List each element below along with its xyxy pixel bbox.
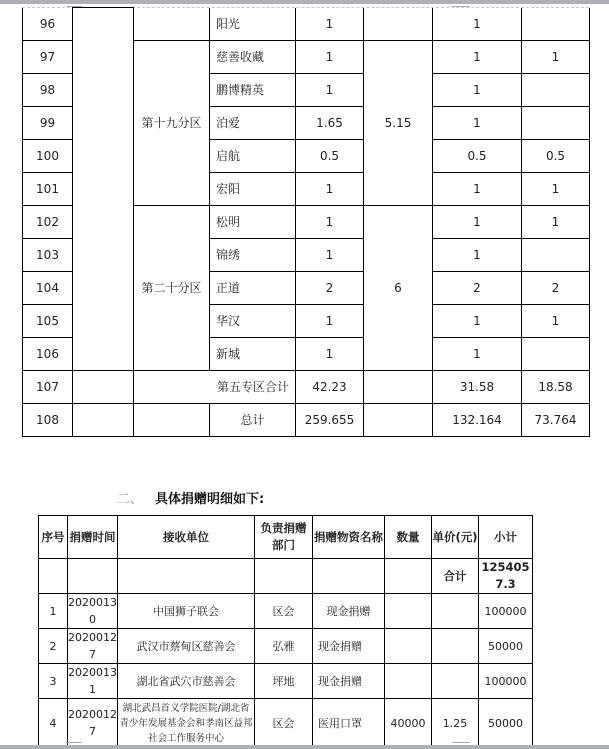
empty-cell <box>39 559 68 594</box>
value-3: 1 <box>433 106 522 139</box>
district-subtotal <box>364 8 433 41</box>
value-3: 1 <box>433 73 522 106</box>
row-number: 100 <box>23 139 73 172</box>
dept: 区会 <box>255 699 313 748</box>
price <box>432 629 479 664</box>
row-number: 108 <box>23 403 73 436</box>
value-3: 1 <box>433 8 522 41</box>
value-3: 1 <box>433 238 522 271</box>
subtotal: 50000 <box>479 629 533 664</box>
team-name: 泊爱 <box>210 106 296 139</box>
value-4 <box>522 238 590 271</box>
price <box>432 664 479 699</box>
donation-date: 20200127 <box>68 699 118 748</box>
section-title: 具体捐赠明细如下: <box>155 492 265 507</box>
value-4: 0.5 <box>522 139 590 172</box>
subtotal: 50000 <box>479 699 533 748</box>
value-4: 1 <box>522 172 590 205</box>
value-4 <box>522 73 590 106</box>
team-name: 华汉 <box>210 304 296 337</box>
district-name: 第二十分区 <box>134 205 210 370</box>
table-row <box>39 629 533 664</box>
district-subtotal: 6 <box>364 205 433 370</box>
row-number: 98 <box>23 73 73 106</box>
table-row <box>39 594 533 629</box>
value-4: 18.58 <box>522 370 590 403</box>
value-3: 31.58 <box>433 370 522 403</box>
recipient: 中国狮子联会 <box>118 594 255 629</box>
item: 现金捐赠 <box>313 594 385 629</box>
table-row <box>39 664 533 699</box>
value-1: 1 <box>296 205 364 238</box>
district-name: 第十九分区 <box>134 40 210 205</box>
team-name: 阳光 <box>210 8 296 41</box>
empty-cell <box>385 559 432 594</box>
qty <box>385 629 432 664</box>
row-number: 107 <box>23 370 73 403</box>
header-subtotal: 小计 <box>479 516 533 559</box>
value-1: 1 <box>296 238 364 271</box>
row-no: 1 <box>39 594 68 629</box>
team-name: 鹏博精英 <box>210 73 296 106</box>
dept: 弘雅 <box>255 629 313 664</box>
value-1: 1 <box>296 73 364 106</box>
item: 现金捐赠 <box>313 664 385 699</box>
value-4 <box>522 106 590 139</box>
team-name: 锦绣 <box>210 238 296 271</box>
empty-cell <box>255 559 313 594</box>
row-number: 96 <box>23 8 73 41</box>
value-3: 1 <box>433 40 522 73</box>
header-no: 序号 <box>39 516 68 559</box>
empty-cell <box>313 559 385 594</box>
team-name: 正道 <box>210 271 296 304</box>
subtotal: 100000 <box>479 594 533 629</box>
row-number: 97 <box>23 40 73 73</box>
donation-date: 20200130 <box>68 594 118 629</box>
item: 医用口罩 <box>313 699 385 748</box>
value-3: 0.5 <box>433 139 522 172</box>
value-1: 0.5 <box>296 139 364 172</box>
team-name: 新城 <box>210 337 296 370</box>
district-subtotal: 5.15 <box>364 40 433 205</box>
value-4 <box>522 8 590 41</box>
team-name: 启航 <box>210 139 296 172</box>
zone-total-row <box>23 370 590 403</box>
recipient: 武汉市蔡甸区慈善会 <box>118 629 255 664</box>
qty: 40000 <box>385 699 432 748</box>
value-1: 1 <box>296 40 364 73</box>
empty-cell <box>68 559 118 594</box>
donation-date: 20200131 <box>68 664 118 699</box>
row-number: 101 <box>23 172 73 205</box>
recipient: 湖北省武穴市慈善会 <box>118 664 255 699</box>
value-3: 1 <box>433 337 522 370</box>
section-number: 二、 <box>117 492 144 507</box>
value-4: 73.764 <box>522 403 590 436</box>
total-label: 合计 <box>432 559 479 594</box>
empty-cell <box>73 370 134 403</box>
header-recipient: 接收单位 <box>118 516 255 559</box>
page-bottom-edge <box>0 745 609 749</box>
header-qty: 数量 <box>385 516 432 559</box>
table-row <box>39 699 533 748</box>
value-4: 2 <box>522 271 590 304</box>
team-name: 松明 <box>210 205 296 238</box>
district-summary-table <box>22 7 590 437</box>
subtotal: 100000 <box>479 664 533 699</box>
value-4: 1 <box>522 40 590 73</box>
value-3: 2 <box>433 271 522 304</box>
header-dept: 负责捐赠部门 <box>255 516 313 559</box>
value-1: 1.65 <box>296 106 364 139</box>
row-number: 106 <box>23 337 73 370</box>
value-3: 1 <box>433 304 522 337</box>
total-value: 1254057.3 <box>479 559 533 594</box>
row-number: 105 <box>23 304 73 337</box>
row-no: 2 <box>39 629 68 664</box>
value-3: 132.164 <box>433 403 522 436</box>
empty-cell <box>118 559 255 594</box>
value-1: 2 <box>296 271 364 304</box>
donation-detail-table <box>38 515 533 748</box>
row-number: 104 <box>23 271 73 304</box>
header-item: 捐赠物资名称 <box>313 516 385 559</box>
value-1: 42.23 <box>296 370 364 403</box>
donation-date: 20200127 <box>68 629 118 664</box>
zone-cell <box>73 8 134 371</box>
team-name: 慈善收藏 <box>210 40 296 73</box>
value-4: 1 <box>522 205 590 238</box>
row-no: 3 <box>39 664 68 699</box>
empty-cell <box>73 403 134 436</box>
value-1: 1 <box>296 337 364 370</box>
empty-cell <box>134 403 210 436</box>
qty <box>385 664 432 699</box>
value-1: 1 <box>296 304 364 337</box>
total-row <box>39 559 533 594</box>
dept: 坪地 <box>255 664 313 699</box>
qty <box>385 594 432 629</box>
header-row <box>39 516 533 559</box>
value-2 <box>364 370 433 403</box>
row-number: 103 <box>23 238 73 271</box>
value-1: 259.655 <box>296 403 364 436</box>
value-4 <box>522 337 590 370</box>
value-3: 1 <box>433 172 522 205</box>
header-date: 捐赠时间 <box>68 516 118 559</box>
table-row <box>23 8 590 41</box>
value-3: 1 <box>433 205 522 238</box>
page-top-edge <box>0 0 609 4</box>
dept: 区会 <box>255 594 313 629</box>
value-1: 1 <box>296 8 364 41</box>
row-number: 102 <box>23 205 73 238</box>
row-no: 4 <box>39 699 68 748</box>
grand-total-label: 总计 <box>210 403 296 436</box>
recipient: 湖北武昌首义学院医院/湖北省青少年发展基金会和孝南区益邦社会工作服务中心 <box>118 699 255 748</box>
zone-total-label: 第五专区合计 <box>134 370 296 403</box>
team-name: 宏阳 <box>210 172 296 205</box>
grand-total-row <box>23 403 590 436</box>
value-2 <box>364 403 433 436</box>
value-1: 1 <box>296 172 364 205</box>
row-number: 99 <box>23 106 73 139</box>
item: 现金捐赠 <box>313 629 385 664</box>
district-cell <box>134 8 210 41</box>
price <box>432 594 479 629</box>
price: 1.25 <box>432 699 479 748</box>
value-4: 1 <box>522 304 590 337</box>
section-heading <box>117 488 264 507</box>
header-price: 单价(元) <box>432 516 479 559</box>
